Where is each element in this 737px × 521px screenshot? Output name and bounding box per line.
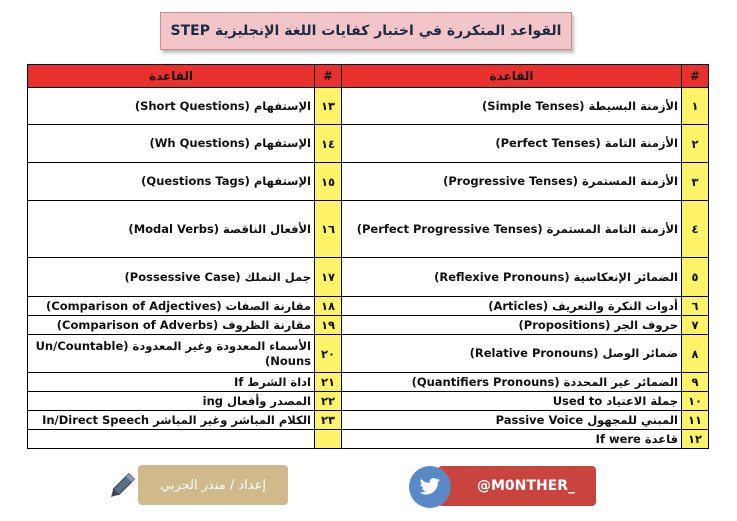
- rule-text-left: جمل التملك (Possessive Case): [28, 258, 315, 297]
- twitter-badge[interactable]: [438, 466, 596, 506]
- rule-text-right: أدوات النكرة والتعريف (Articles): [342, 297, 682, 316]
- rule-number-right: ١٢: [682, 430, 709, 449]
- rule-text-left: الإستفهام (Wh Questions): [28, 125, 315, 163]
- rule-number-left: ٢٣: [315, 411, 342, 430]
- table-row: [28, 88, 709, 125]
- rule-number-right: ٤: [682, 201, 709, 258]
- table-row: [28, 201, 709, 258]
- rule-text-left: الأفعال الناقصة (Modal Verbs): [28, 201, 315, 258]
- rule-number-left: [315, 430, 342, 449]
- header-rule-right: القاعدة: [342, 65, 682, 88]
- header-rule-left: القاعدة: [28, 65, 315, 88]
- rule-number-left: ٢١: [315, 373, 342, 392]
- rule-number-right: ٩: [682, 373, 709, 392]
- rule-text-right: الأزمنة التامة (Perfect Tenses): [342, 125, 682, 163]
- rule-number-right: ٣: [682, 163, 709, 201]
- rule-number-right: ١: [682, 88, 709, 125]
- rule-text-right: جملة الاعتياد Used to: [342, 392, 682, 411]
- rule-text-right: الأزمنة البسيطة (Simple Tenses): [342, 88, 682, 125]
- rule-text-left: الأسماء المعدودة وغير المعدودة (Un/Countable Nouns): [28, 335, 315, 373]
- rule-number-right: ١٠: [682, 392, 709, 411]
- rule-number-left: ١٩: [315, 316, 342, 335]
- rule-text-right: الأزمنة المستمرة (Progressive Tenses): [342, 163, 682, 201]
- page-title-text: القواعد المتكررة في اختبار كفايات اللغة الإنجليزية STEP: [170, 23, 562, 39]
- rule-number-left: ١٧: [315, 258, 342, 297]
- bird-icon: [419, 478, 441, 496]
- table-row: [28, 392, 709, 411]
- rule-text-left: المصدر وأفعال ing: [28, 392, 315, 411]
- twitter-bird-icon[interactable]: [409, 466, 451, 508]
- rule-number-left: ١٣: [315, 88, 342, 125]
- table-header: [28, 65, 709, 88]
- header-num-left: #: [315, 65, 342, 88]
- pencil-icon: [104, 470, 138, 504]
- table-row: [28, 430, 709, 449]
- rule-text-right: ضمائر الوصل (Relative Pronouns): [342, 335, 682, 373]
- rule-text-left: الإستفهام (Short Questions): [28, 88, 315, 125]
- rule-number-left: ١٤: [315, 125, 342, 163]
- rule-number-left: ١٨: [315, 297, 342, 316]
- header-num-right: #: [682, 65, 709, 88]
- rule-number-left: ١٦: [315, 201, 342, 258]
- rule-text-right: الأزمنة التامة المستمرة (Perfect Progressive Tenses): [342, 201, 682, 258]
- rule-number-left: ١٥: [315, 163, 342, 201]
- rule-text-left: اداة الشرط If: [28, 373, 315, 392]
- page-title: [160, 12, 572, 50]
- rule-number-left: ٢٠: [315, 335, 342, 373]
- rule-text-right: الضمائر غير المحددة (Quantifiers Pronouns): [342, 373, 682, 392]
- rule-number-right: ٧: [682, 316, 709, 335]
- table-row: [28, 316, 709, 335]
- author-badge: [138, 465, 288, 505]
- rule-text-left: مقارنة الصفات (Comparison of Adjectives): [28, 297, 315, 316]
- rule-text-left: [28, 430, 315, 449]
- rule-number-right: ٢: [682, 125, 709, 163]
- twitter-handle: @M0NTHER_: [477, 478, 575, 494]
- rule-text-right: الضمائر الإنعكاسية (Reflexive Pronouns): [342, 258, 682, 297]
- rule-text-left: مقارنة الظروف (Comparison of Adverbs): [28, 316, 315, 335]
- rule-number-right: ٥: [682, 258, 709, 297]
- table-row: [28, 163, 709, 201]
- table-row: [28, 373, 709, 392]
- table-row: [28, 258, 709, 297]
- rule-number-left: ٢٢: [315, 392, 342, 411]
- rule-number-right: ١١: [682, 411, 709, 430]
- rule-text-right: حروف الجر (Propositions): [342, 316, 682, 335]
- rules-table: [27, 64, 709, 449]
- table-row: [28, 335, 709, 373]
- rule-text-right: قاعدة If were: [342, 430, 682, 449]
- rule-text-right: المبني للمجهول Passive Voice: [342, 411, 682, 430]
- author-text: إعداد / منذر الحربي: [160, 477, 266, 493]
- rule-text-left: الإستفهام (Questions Tags): [28, 163, 315, 201]
- table-row: [28, 125, 709, 163]
- table-row: [28, 297, 709, 316]
- rule-number-right: ٨: [682, 335, 709, 373]
- table-row: [28, 411, 709, 430]
- rule-number-right: ٦: [682, 297, 709, 316]
- rule-text-left: الكلام المباشر وغير المباشر In/Direct Speech: [28, 411, 315, 430]
